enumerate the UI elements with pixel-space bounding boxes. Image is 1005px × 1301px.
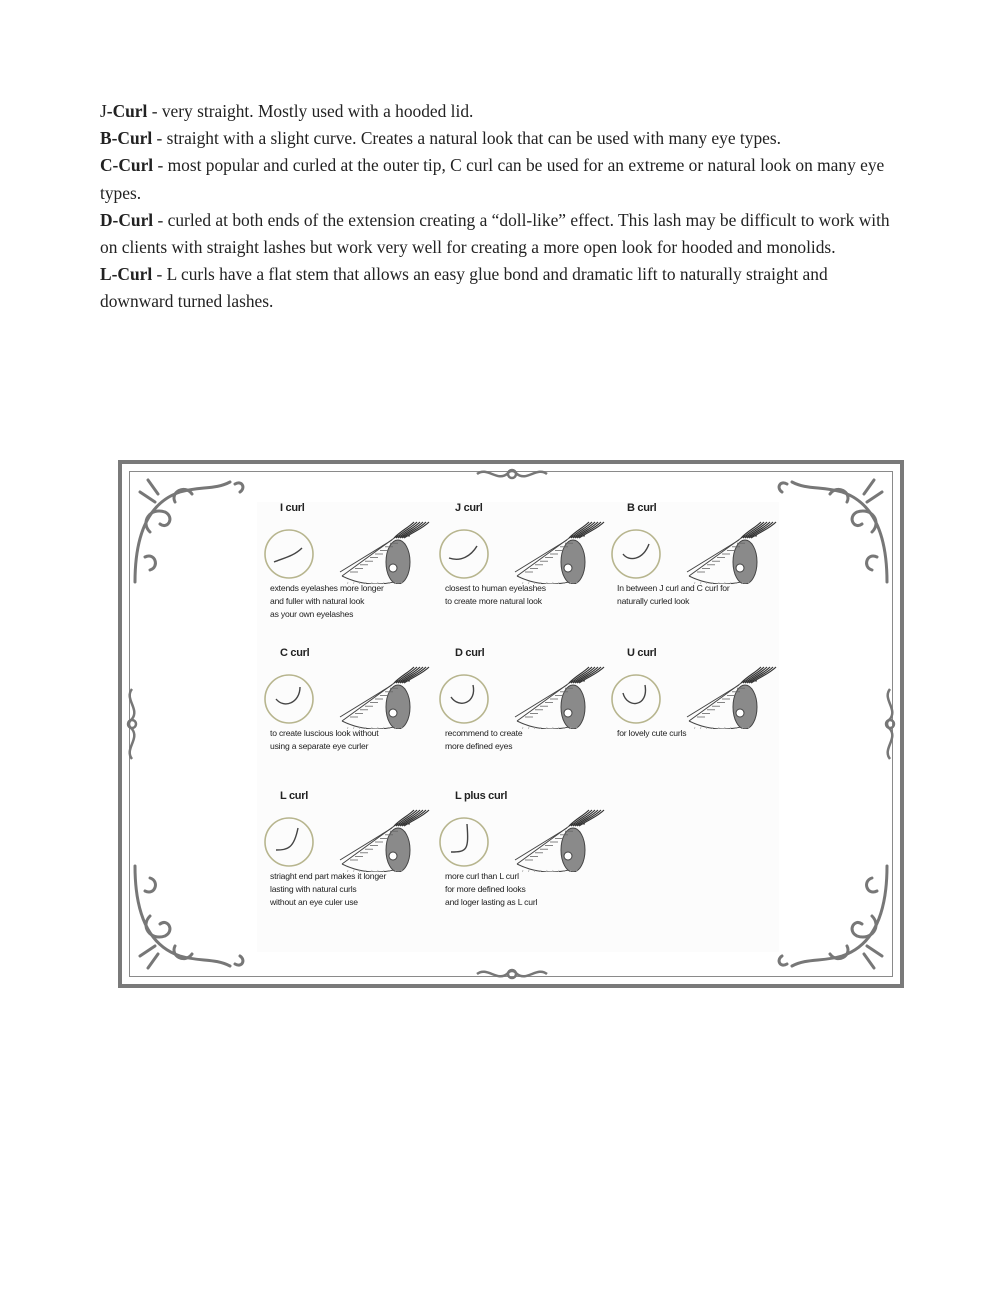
term-description: - curled at both ends of the extension creating a “doll-like” effect. This lash may be difficult to work with on clients with straight lashes but work very well for creating a more open look for hooded and monolids.	[100, 209, 890, 258]
curl-illustration	[262, 802, 437, 872]
term-name: D-Curl	[100, 209, 154, 230]
left-center-ornament	[122, 684, 142, 764]
curl-illustration	[262, 514, 437, 584]
curl-description: more curl than L curl for more defined looks and loger lasting as L curl	[445, 871, 538, 907]
curl-illustration	[609, 514, 784, 584]
curl-illustration	[609, 659, 784, 729]
curl-title: I curl	[280, 502, 305, 514]
curl-illustration	[437, 802, 612, 872]
term-name: L-Curl	[100, 264, 153, 285]
term-description: - most popular and curled at the outer tip, C curl can be used for an extreme or natural look on many eye types.	[100, 155, 885, 203]
eye-profile-icon	[687, 667, 776, 729]
eye-profile-icon	[340, 810, 429, 872]
curl-circle-icon	[265, 530, 313, 578]
curl-description: closest to human eyelashes to create more natural look	[445, 583, 546, 606]
lash-curl-icon	[451, 824, 468, 852]
top-center-ornament	[472, 464, 552, 484]
curl-title: U curl	[627, 647, 657, 659]
curl-cell-u	[609, 647, 784, 787]
curl-types-panel	[257, 502, 779, 952]
curl-description: In between J curl and C curl for naturally curled look	[617, 583, 730, 606]
curl-description: extends eyelashes more longer and fuller with natural look as your own eyelashes	[270, 583, 384, 619]
curl-description: striaght end part makes it longer lasting with natural curls without an eye culer use	[270, 871, 387, 907]
eye-profile-icon	[515, 810, 604, 872]
curl-circle-icon	[265, 675, 313, 723]
eye-profile-icon	[340, 522, 429, 584]
curl-illustration	[437, 659, 612, 729]
lash-curl-icon	[276, 828, 298, 850]
right-center-ornament	[880, 684, 900, 764]
term-description: - very straight. Mostly used with a hooded lid.	[147, 101, 474, 121]
lash-curl-icon	[449, 546, 477, 559]
curl-cell-l-plus	[437, 790, 612, 930]
curl-circle-icon	[265, 818, 313, 866]
curl-circle-icon	[440, 530, 488, 578]
lash-curl-chart-figure	[118, 460, 904, 988]
eye-profile-icon	[340, 667, 429, 729]
term-description: - L curls have a flat stem that allows an easy glue bond and dramatic lift to naturally straight and downward turned lashes.	[100, 264, 828, 312]
curl-cell-i	[262, 502, 437, 642]
curl-title: L plus curl	[455, 790, 508, 802]
curl-definitions	[100, 98, 900, 316]
curl-title: C curl	[280, 647, 310, 659]
definition-c-curl	[100, 152, 900, 206]
curl-circle-icon	[440, 818, 488, 866]
term-description: - straight with a slight curve. Creates a natural look that can be used with many eye types.	[152, 128, 781, 149]
curl-cell-j	[437, 502, 612, 642]
curl-circle-icon	[440, 675, 488, 723]
eye-profile-icon	[687, 522, 776, 584]
curl-circle-icon	[612, 675, 660, 723]
corner-ornament-bottom-left	[130, 856, 250, 976]
curl-title: J curl	[455, 502, 483, 514]
definition-d-curl	[100, 207, 900, 261]
curl-illustration	[262, 659, 437, 729]
curl-description: to create luscious look without using a separate eye curler	[270, 728, 379, 751]
term-name: J-Curl	[100, 101, 148, 121]
curl-cell-c	[262, 647, 437, 787]
curl-description: for lovely cute curls	[617, 728, 687, 738]
lash-curl-icon	[623, 544, 649, 559]
eye-profile-icon	[515, 522, 604, 584]
eye-profile-icon	[515, 667, 604, 729]
corner-ornament-top-left	[130, 472, 250, 592]
lash-curl-icon	[623, 685, 645, 703]
definition-b-curl	[100, 125, 900, 152]
curl-illustration	[437, 514, 612, 584]
definition-l-curl	[100, 261, 900, 315]
corner-ornament-top-right	[772, 472, 892, 592]
curl-title: B curl	[627, 502, 657, 514]
lash-curl-icon	[276, 687, 300, 704]
corner-ornament-bottom-right	[772, 856, 892, 976]
curl-description: recommend to create more defined eyes	[445, 728, 523, 751]
curl-cell-d	[437, 647, 612, 787]
curl-title: L curl	[280, 790, 308, 802]
bottom-center-ornament	[472, 964, 552, 984]
lash-curl-icon	[274, 548, 302, 562]
curl-title: D curl	[455, 647, 485, 659]
lash-curl-icon	[451, 685, 474, 703]
term-name: C-Curl	[100, 155, 154, 176]
curl-cell-b	[609, 502, 784, 642]
curl-circle-icon	[612, 530, 660, 578]
term-name: B-Curl	[100, 128, 153, 149]
definition-j-curl	[100, 98, 900, 125]
curl-cell-l	[262, 790, 437, 930]
